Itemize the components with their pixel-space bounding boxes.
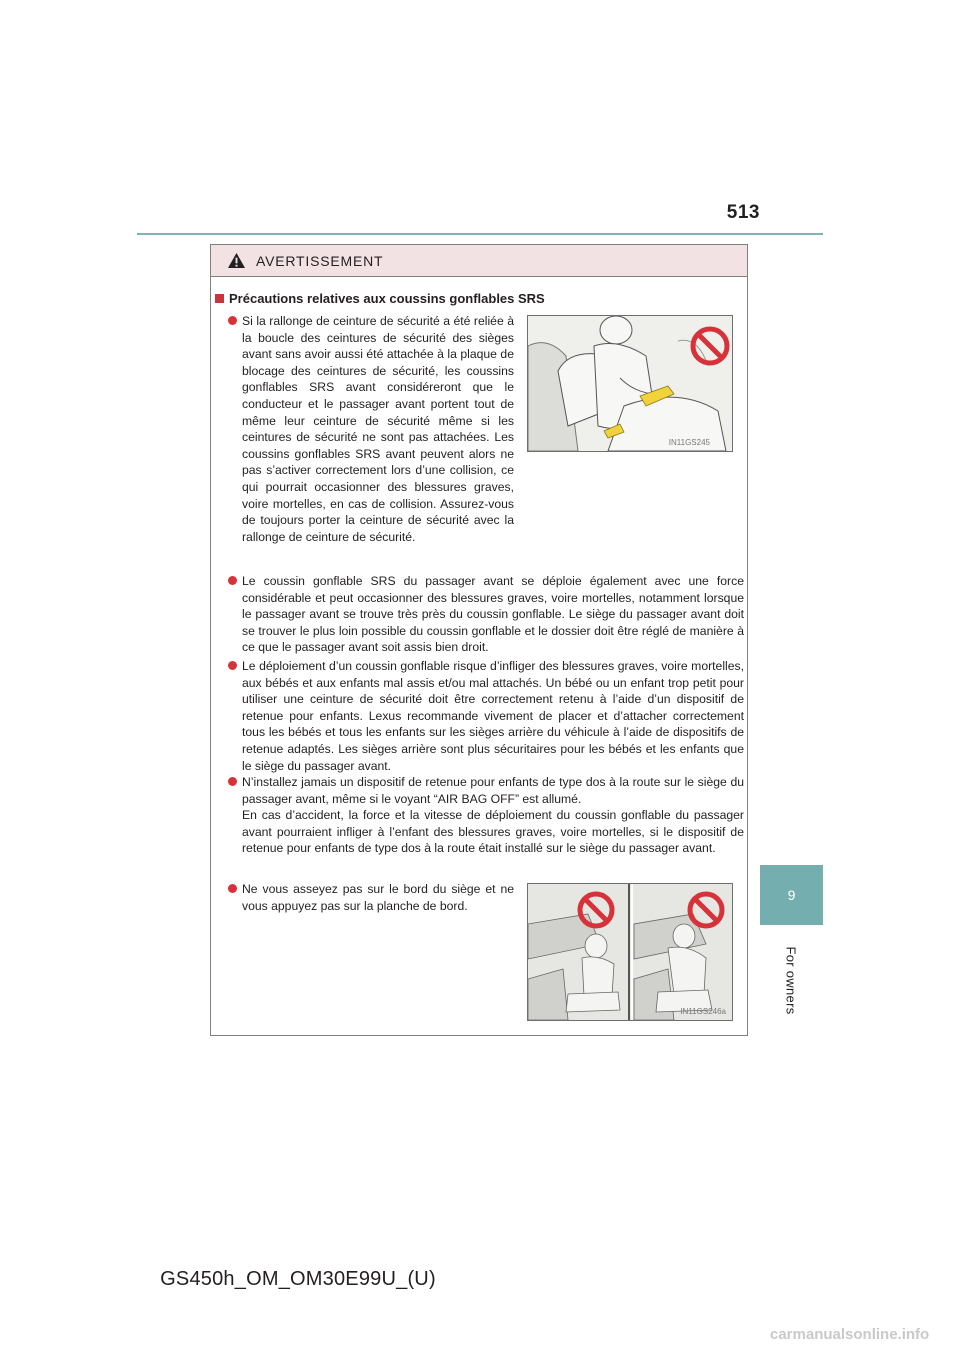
section-heading xyxy=(215,291,545,306)
bullet-dot-icon xyxy=(228,661,237,670)
bullet-item xyxy=(242,313,514,545)
warning-triangle-icon xyxy=(227,252,246,269)
bullet-dot-icon xyxy=(228,884,237,893)
bullet-text: Ne vous asseyez pas sur le bord du siège et ne vous appuyez pas sur la planche de bord. xyxy=(242,882,514,913)
section-heading-text: Précautions relatives aux coussins gonflables SRS xyxy=(229,291,545,306)
warning-box xyxy=(210,244,748,1036)
bullet-dot-icon xyxy=(228,576,237,585)
bullet-text: Le déploiement d’un coussin gonflable risque d’infliger des blessures graves, voire mortelles, aux bébés et aux enfants mal assis et/ou mal attachés. Un bébé ou un enfant trop petit pour utiliser une ceinture de sécurité doit être correctement retenu à l’aide d’un dispositif de retenue pour enfants. Lexus recommande vivement de placer et d’attacher correctement tous les bébés et tous les enfants sur les sièges arrière du véhicule à l’aide de dispositifs de retenue adaptés. Les sièges arrière sont plus sécuritaires pour les bébés et les enfants que le siège du passager avant. xyxy=(242,659,744,773)
page-number: 513 xyxy=(726,202,760,223)
illustration-code: IN11GS245 xyxy=(668,438,710,447)
section-label xyxy=(760,930,823,1030)
top-rule xyxy=(137,233,823,235)
illustration-seat-posture xyxy=(527,883,733,1021)
illustration-code: IN11GS246a xyxy=(680,1007,726,1016)
bullet-text: Le coussin gonflable SRS du passager avant se déploie également avec une force considérable et peut occasionner des blessures graves, voire mortelles, notamment lorsque le passager avant se trouve très près du coussin gonflable. Le siège du passager avant doit se trouver le plus loin possible du coussin gonflable et le dossier doit être réglé de manière à ce que le passager avant soit assis bien droit. xyxy=(242,574,744,655)
section-tab xyxy=(760,865,823,925)
bullet-item xyxy=(242,658,744,774)
bullet-item xyxy=(242,881,514,914)
bullet-dot-icon xyxy=(228,316,237,325)
bullet-continuation-text: En cas d’accident, la force et la vitesse de déploiement du coussin gonflable du passager avant pourraient infliger à l’enfant des blessures graves, voire mortelles, si le dispositif de retenue pour enfants de type dos à la route était installé sur le siège du passager avant. xyxy=(242,808,744,856)
warning-header xyxy=(211,245,747,277)
section-number: 9 xyxy=(787,887,796,903)
bullet-text: Si la rallonge de ceinture de sécurité a été reliée à la boucle des ceintures de sécurité des sièges avant sans avoir aussi été attachée à la plaque de blocage des ceintures de sécurité, les coussins gonflables SRS avant considéreront que le conducteur et le passager avant portent tout de même leur ceinture de sécurité même si les ceintures de sécurité ne sont pas attachées. Les coussins gonflables SRS avant peuvent alors ne pas s’activer correctement lors d’une collision, ce qui pourrait occasionner des blessures graves, voire mortelles, en cas de collision. Assurez-vous de toujours porter la ceinture de sécurité avec la rallonge de ceinture de sécurité. xyxy=(242,314,514,544)
bullet-dot-icon xyxy=(228,777,237,786)
watermark: carmanualsonline.info xyxy=(770,1326,930,1343)
illustration-seatbelt-extender xyxy=(527,315,733,452)
footer-document-code: GS450h_OM_OM30E99U_(U) xyxy=(160,1268,436,1290)
section-label-text: For owners xyxy=(784,945,799,1015)
bullet-text: N’installez jamais un dispositif de retenue pour enfants de type dos à la route sur le siège du passager avant, même si le voyant “AIR BAG OFF” est allumé. xyxy=(242,775,744,806)
bullet-item xyxy=(242,573,744,656)
section-square-icon xyxy=(215,294,224,303)
warning-title: AVERTISSEMENT xyxy=(256,252,384,269)
bullet-item xyxy=(242,774,744,857)
